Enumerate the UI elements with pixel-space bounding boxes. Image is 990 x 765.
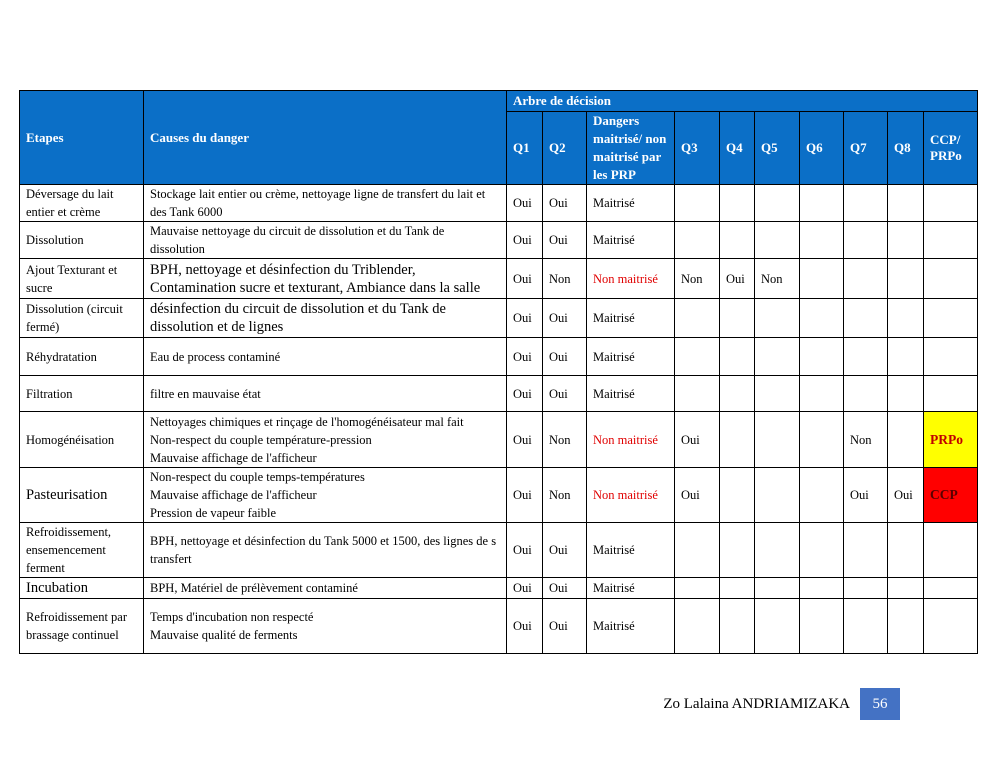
cell-causes: Mauvaise nettoyage du circuit de dissolution et du Tank de dissolution [144,222,507,259]
cell-etape: Dissolution [20,222,144,259]
header-q1: Q1 [507,112,543,185]
header-etapes: Etapes [20,91,144,185]
cell-q1: Oui [507,185,543,222]
cell-q3 [675,338,720,376]
cell-danger: Maitrisé [587,578,675,599]
header-q6: Q6 [800,112,844,185]
cell-q7 [844,299,888,338]
cell-etape: Refroidissement par brassage continuel [20,599,144,654]
cell-causes: BPH, nettoyage et désinfection du Triblender, Contamination sucre et texturant, Ambiance dans la salle [144,259,507,299]
cell-q2: Oui [543,523,587,578]
cell-danger: Maitrisé [587,599,675,654]
cell-q1: Oui [507,299,543,338]
cell-q5 [755,468,800,523]
cell-q4 [720,185,755,222]
cell-q8 [888,412,924,468]
cause-line: Mauvaise affichage de l'afficheur [150,450,317,465]
cell-danger: Maitrisé [587,299,675,338]
cell-q1: Oui [507,578,543,599]
cell-q4 [720,578,755,599]
header-row-top [20,91,978,112]
cell-q2: Non [543,259,587,299]
header-q5: Q5 [755,112,800,185]
cell-danger: Maitrisé [587,523,675,578]
cell-q6 [800,338,844,376]
cell-q7 [844,338,888,376]
cell-q4 [720,468,755,523]
cell-etape: Homogénéisation [20,412,144,468]
cell-q4 [720,599,755,654]
haccp-decision-table [19,90,978,654]
cell-q8: Oui [888,468,924,523]
cell-danger: Maitrisé [587,338,675,376]
cell-q8 [888,299,924,338]
cell-q3 [675,523,720,578]
cell-q3: Non [675,259,720,299]
cell-q6 [800,578,844,599]
cell-q8 [888,222,924,259]
cell-causes: Stockage lait entier ou crème, nettoyage ligne de transfert du lait et des Tank 6000 [144,185,507,222]
header-q7: Q7 [844,112,888,185]
cell-q1: Oui [507,338,543,376]
cell-q7 [844,578,888,599]
cell-q5 [755,523,800,578]
cell-q7 [844,599,888,654]
cell-q1: Oui [507,523,543,578]
cell-q4 [720,338,755,376]
cell-q4 [720,376,755,412]
cell-etape: Refroidissement, ensemencement ferment [20,523,144,578]
cell-q3: Oui [675,412,720,468]
header-arbre-decision: Arbre de décision [507,91,978,112]
header-ccp-prpo: CCP/ PRPo [924,112,978,185]
cause-line: Pression de vapeur faible [150,506,277,520]
cell-q5 [755,185,800,222]
cell-q3 [675,599,720,654]
cell-danger: Maitrisé [587,222,675,259]
page-number: 56 [860,688,900,720]
cell-q4 [720,412,755,468]
cell-q4 [720,299,755,338]
table-row [20,259,978,299]
cell-etape: Réhydratation [20,338,144,376]
cell-q2: Oui [543,222,587,259]
cell-q4: Oui [720,259,755,299]
table-row [20,599,978,654]
cell-q2: Non [543,412,587,468]
cell-q6 [800,599,844,654]
cell-q6 [800,222,844,259]
cell-q2: Oui [543,185,587,222]
cause-line: Mauvaise qualité de ferments [150,628,298,642]
cell-q3: Oui [675,468,720,523]
cell-q5 [755,599,800,654]
cell-danger: Maitrisé [587,376,675,412]
cell-ccp [924,185,978,222]
cell-q8 [888,185,924,222]
cell-danger: Non maitrisé [587,412,675,468]
cell-q5 [755,222,800,259]
cause-line: Nettoyages chimiques et rinçage de l'homogénéisateur mal fait [150,414,464,429]
cell-q2: Oui [543,299,587,338]
header-causes: Causes du danger [144,91,507,185]
cell-q3 [675,222,720,259]
cell-causes: BPH, Matériel de prélèvement contaminé [144,578,507,599]
cell-q8 [888,599,924,654]
cell-q3 [675,299,720,338]
cell-q1: Oui [507,222,543,259]
cell-q4 [720,523,755,578]
cell-q7 [844,523,888,578]
cell-ccp [924,523,978,578]
cell-etape: Pasteurisation [20,468,144,523]
cause-line: Non-respect du couple temps-températures [150,470,365,484]
cell-causes [144,468,507,523]
cause-line: Non-respect du couple température-pression [150,432,372,447]
cell-q3 [675,578,720,599]
cell-etape: Dissolution (circuit fermé) [20,299,144,338]
table-row [20,185,978,222]
cell-ccp [924,222,978,259]
cell-q1: Oui [507,376,543,412]
cell-q6 [800,468,844,523]
table-row [20,376,978,412]
cell-q1: Oui [507,259,543,299]
table-row [20,222,978,259]
cell-ccp [924,259,978,299]
page-footer [663,688,900,720]
table-row [20,468,978,523]
header-q4: Q4 [720,112,755,185]
cell-q8 [888,338,924,376]
cell-q7: Oui [844,468,888,523]
cell-causes: filtre en mauvaise état [144,376,507,412]
cell-ccp [924,299,978,338]
cell-causes: désinfection du circuit de dissolution et du Tank de dissolution et de lignes [144,299,507,338]
cell-ccp [924,599,978,654]
cell-causes: BPH, nettoyage et désinfection du Tank 5000 et 1500, des lignes de s transfert [144,523,507,578]
cell-q7 [844,185,888,222]
cell-q8 [888,523,924,578]
cause-line: Temps d'incubation non respecté [150,610,314,624]
table-row [20,338,978,376]
cell-q7 [844,222,888,259]
cell-etape: Incubation [20,578,144,599]
cell-q1: Oui [507,412,543,468]
cell-etape: Ajout Texturant et sucre [20,259,144,299]
cell-danger: Maitrisé [587,185,675,222]
cell-q2: Non [543,468,587,523]
cell-q5 [755,338,800,376]
cell-etape: Déversage du lait entier et crème [20,185,144,222]
cell-q5 [755,376,800,412]
header-dangers: Dangers maitrisé/ non maitrisé par les PRP [587,112,675,185]
cell-q6 [800,299,844,338]
cell-q1: Oui [507,468,543,523]
cell-causes [144,412,507,468]
cell-etape: Filtration [20,376,144,412]
cell-q6 [800,185,844,222]
cell-q4 [720,222,755,259]
cell-q2: Oui [543,338,587,376]
header-q2: Q2 [543,112,587,185]
cell-q7: Non [844,412,888,468]
cell-q1: Oui [507,599,543,654]
cell-danger: Non maitrisé [587,468,675,523]
cell-q7 [844,376,888,412]
cell-ccp-prpo-badge: PRPo [924,412,978,468]
cell-causes: Eau de process contaminé [144,338,507,376]
cell-ccp [924,376,978,412]
cause-line: Mauvaise affichage de l'afficheur [150,488,317,502]
cell-q2: Oui [543,376,587,412]
cell-ccp [924,578,978,599]
cell-q8 [888,376,924,412]
cell-q8 [888,259,924,299]
cell-ccp [924,338,978,376]
cell-q7 [844,259,888,299]
cell-q8 [888,578,924,599]
cell-q6 [800,412,844,468]
header-q3: Q3 [675,112,720,185]
cell-q6 [800,523,844,578]
cell-q5: Non [755,259,800,299]
cell-causes [144,599,507,654]
cell-q6 [800,259,844,299]
cell-q5 [755,578,800,599]
table-row [20,412,978,468]
cell-q3 [675,376,720,412]
cell-ccp-badge: CCP [924,468,978,523]
table-row [20,523,978,578]
cell-q2: Oui [543,599,587,654]
cell-danger: Non maitrisé [587,259,675,299]
footer-author: Zo Lalaina ANDRIAMIZAKA [663,695,850,712]
table-row [20,299,978,338]
cell-q5 [755,299,800,338]
table-row [20,578,978,599]
cell-q3 [675,185,720,222]
header-q8: Q8 [888,112,924,185]
cell-q6 [800,376,844,412]
cell-q5 [755,412,800,468]
cell-q2: Oui [543,578,587,599]
